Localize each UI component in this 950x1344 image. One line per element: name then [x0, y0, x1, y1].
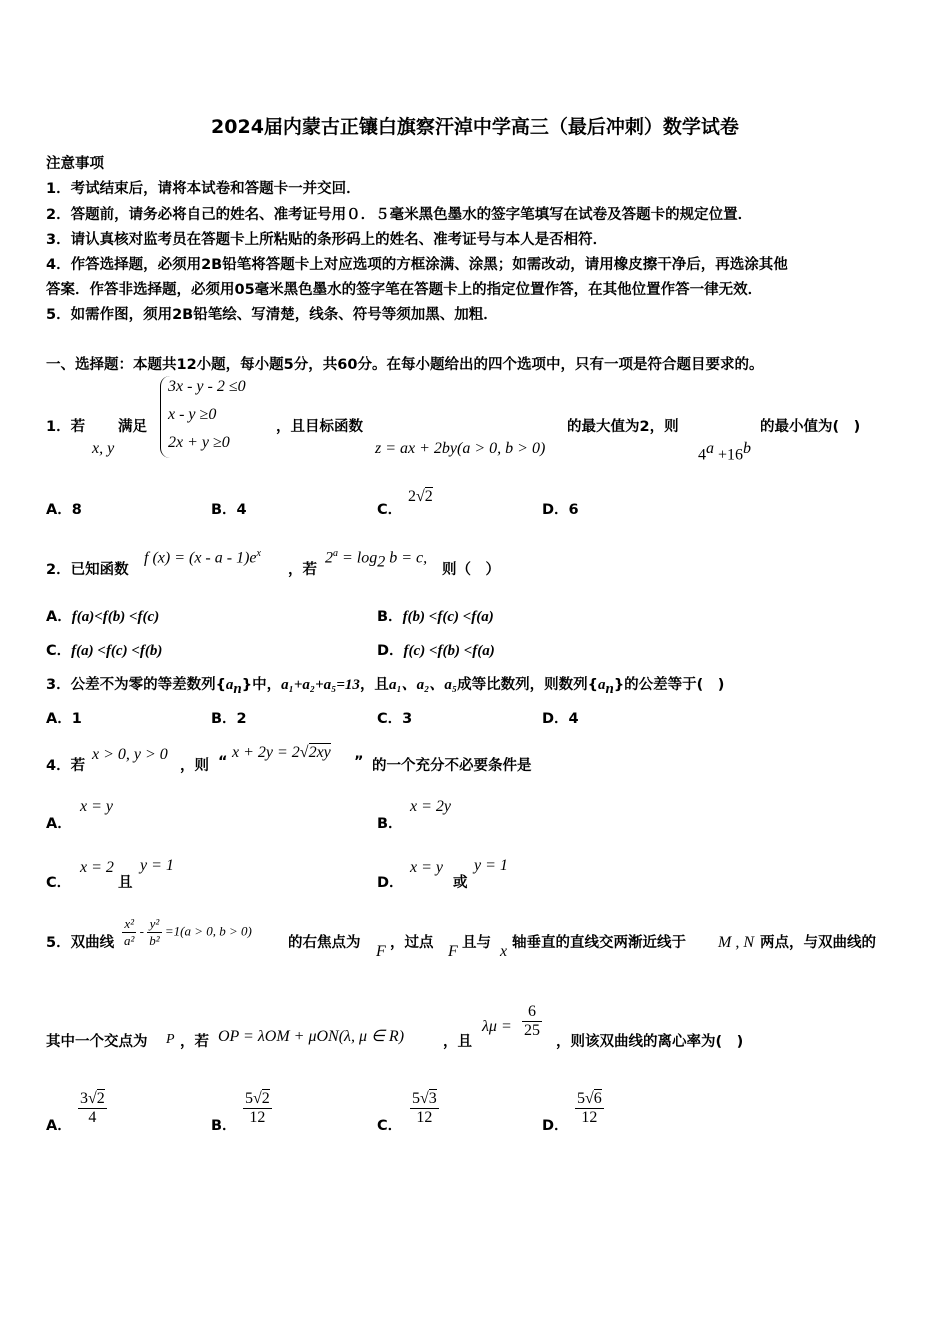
q5-lambda-mu: λμ = — [482, 1018, 512, 1035]
q4-equation: x + 2y = 2√2xy — [232, 744, 331, 761]
q3-stem: 3．公差不为零的等差数列$\{a_n\}$中，a₁+a₂+a₅=13，且a₁、a₂、a₅成等比数列，则数列$\{a_n\}$的公差等于( ) — [46, 677, 725, 697]
q4-option-c-value: x = 2 — [80, 859, 114, 876]
q2-option-a: A．f(a)<f(b) <f(c) — [46, 609, 160, 625]
q2-option-b: B．f(b) <f(c) <f(a) — [377, 609, 494, 625]
q4-option-d-conj: 或 — [453, 875, 468, 891]
q1-objective: z = ax + 2by(a > 0, b > 0) — [375, 440, 546, 457]
q2-prefix: 2．已知函数 — [46, 562, 129, 578]
q1-prefix: 1．若 — [46, 419, 86, 435]
q1-option-a: A．8 — [46, 502, 82, 518]
q1-expression: $4^a +16^b$ — [698, 440, 752, 464]
q2-option-c: C．f(a) <f(c) <f(b) — [46, 643, 163, 659]
q1-constraint: 3x - y - 2 ≤0 — [168, 378, 246, 395]
q5-vector-equation: OP = λOM + μON(λ, μ ∈ R) — [218, 1028, 405, 1045]
q5-focus: F — [376, 943, 386, 960]
q5-text: 且与 — [462, 935, 491, 951]
q5-option-d-value: $\frac{5√6}{12}$ — [577, 1090, 602, 1126]
q4-option-b-value: x = 2y — [410, 798, 451, 815]
q4-text: 的一个充分不必要条件是 — [372, 758, 532, 774]
q5-text: 两点，与双曲线的 — [760, 935, 876, 951]
q4-option-b: B． — [377, 816, 403, 832]
notice-item: 5．如需作图，须用2B铅笔绘、写清楚，线条、符号等须加黑、加粗． — [46, 307, 498, 323]
q4-option-c-value2: y = 1 — [140, 857, 174, 874]
q1-constraint: 2x + y ≥0 — [168, 434, 230, 451]
q3-option-b: B．2 — [211, 711, 247, 727]
q5-point-p: P — [166, 1032, 175, 1047]
q2-condition: $2^a = \log_2 b = c$, — [325, 548, 428, 571]
q4-quote-close: ” — [354, 754, 364, 770]
q5-text: ，则该双曲线的离心率为( ) — [556, 1034, 744, 1050]
q4-option-d: D． — [377, 875, 404, 891]
q5-hyperbola-equation: $\frac{\text{x²}}{\text{a²}}$ - $\frac{\text{y²}}{\text{b²}}$ =1(a > 0, b > 0) — [124, 916, 252, 948]
q5-option-a: A． — [46, 1118, 72, 1134]
q4-option-c: C． — [46, 875, 72, 891]
q1-text: 满足 — [118, 419, 147, 435]
q4-text: ，则 — [180, 758, 209, 774]
notice-item: 4．作答选择题，必须用2B铅笔将答题卡上对应选项的方框涂满、涂黑；如需改动，请用橡皮擦干净后，再选涂其他 — [46, 257, 788, 273]
q1-text: 的最大值为2，则 — [567, 419, 679, 435]
q1-constraint: x - y ≥0 — [168, 406, 217, 423]
q4-option-a: A． — [46, 816, 72, 832]
q4-quote-open: “ — [218, 754, 228, 770]
q5-text: ，且 — [443, 1034, 472, 1050]
q5-option-b-value: $\frac{5√2}{12}$ — [245, 1090, 270, 1126]
q5-text: ，过点 — [390, 935, 434, 951]
notice-item: 答案．作答非选择题，必须用05毫米黑色墨水的签字笔在答题卡上的指定位置作答，在其他位置作答一律无效． — [46, 282, 763, 298]
q4-option-a-value: x = y — [80, 798, 113, 815]
notice-item: 1．考试结束后，请将本试卷和答题卡一并交回． — [46, 181, 361, 197]
q1-text: 的最小值为( ) — [760, 419, 861, 435]
q1-option-c: C． — [377, 502, 403, 518]
q4-option-d-value: x = y — [410, 859, 443, 876]
q3-option-d: D．4 — [542, 711, 579, 727]
notice-item: 2．答题前，请务必将自己的姓名、准考证号用０．５毫米黑色墨水的签字笔填写在试卷及答题卡的规定位置． — [46, 207, 753, 223]
q5-option-b: B． — [211, 1118, 237, 1134]
q1-option-d: D．6 — [542, 502, 579, 518]
q5-axis: x — [500, 943, 508, 960]
q5-text: ，若 — [180, 1034, 209, 1050]
q5-text: 其中一个交点为 — [46, 1034, 148, 1050]
q2-option-d: D．f(c) <f(b) <f(a) — [377, 643, 495, 659]
q5-points: M , N — [718, 934, 754, 951]
section-heading: 一、选择题：本题共12小题，每小题5分，共60分。在每小题给出的四个选项中，只有一项是符合题目要求的。 — [46, 357, 764, 373]
q3-option-a: A．1 — [46, 711, 82, 727]
exam-title: 2024届内蒙古正镶白旗察汗淖中学高三（最后冲刺）数学试卷 — [211, 116, 739, 138]
q4-prefix: 4．若 — [46, 758, 86, 774]
q1-text: ，且目标函数 — [276, 419, 363, 435]
q2-function: f $(x) = (x - a - 1)e^x$ — [144, 548, 261, 567]
q5-prefix: 5．双曲线 — [46, 935, 115, 951]
q5-text: 轴垂直的直线交两渐近线于 — [512, 935, 686, 951]
q5-option-c: C． — [377, 1118, 403, 1134]
q3-option-c: C．3 — [377, 711, 413, 727]
q5-text: 的右焦点为 — [288, 935, 361, 951]
q5-option-a-value: $\frac{3√2}{4}$ — [80, 1090, 105, 1126]
q4-condition: x > 0, y > 0 — [92, 746, 168, 763]
notice-heading: 注意事项 — [46, 156, 104, 172]
q5-focus: F — [448, 943, 458, 960]
q1-option-c-value: 2√2 — [408, 488, 433, 505]
q4-option-d-value2: y = 1 — [474, 857, 508, 874]
q5-option-c-value: $\frac{5√3}{12}$ — [412, 1090, 437, 1126]
q2-text: 则（ ） — [442, 562, 500, 578]
q1-vars: x, y — [92, 440, 115, 457]
q1-option-b: B．4 — [211, 502, 247, 518]
q4-option-c-conj: 且 — [118, 875, 133, 891]
q5-option-d: D． — [542, 1118, 569, 1134]
notice-item: 3．请认真核对监考员在答题卡上所粘贴的条形码上的姓名、准考证号与本人是否相符． — [46, 232, 608, 248]
q2-text: ，若 — [288, 562, 317, 578]
q5-lambda-mu-fraction: $\frac{6}{25}$ — [524, 1003, 540, 1039]
